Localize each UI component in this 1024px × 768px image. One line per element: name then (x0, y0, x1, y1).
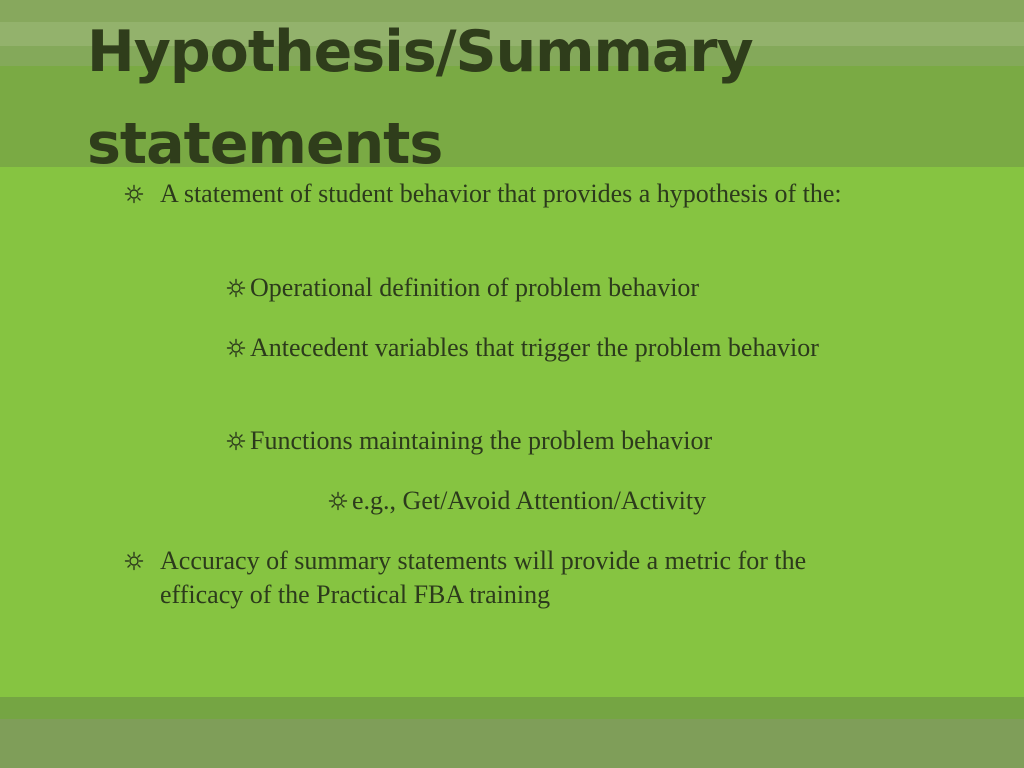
sun-bullet-icon (226, 431, 246, 451)
slide-title: Hypothesis/Summary statements (87, 19, 753, 177)
bottom-stripe (0, 719, 1024, 768)
bullet-text: A statement of student behavior that provides a hypothesis of the: (160, 179, 842, 208)
bullet-text: Functions maintaining the problem behavior (250, 426, 713, 455)
bullet-text: Accuracy of summary statements will provide a metric for the efficacy of the Practical FBA training (160, 546, 807, 609)
sun-bullet-icon (226, 338, 246, 358)
sun-bullet-icon (226, 278, 246, 298)
sun-bullet-icon (124, 551, 144, 571)
sun-bullet-icon (124, 184, 144, 204)
bullet-text: e.g., Get/Avoid Attention/Activity (352, 486, 707, 515)
bullet-text: Operational definition of problem behavior (250, 273, 700, 302)
bullet-text: Antecedent variables that trigger the problem behavior (250, 333, 819, 362)
sun-bullet-icon (328, 491, 348, 511)
bottom-stripe (0, 697, 1024, 719)
